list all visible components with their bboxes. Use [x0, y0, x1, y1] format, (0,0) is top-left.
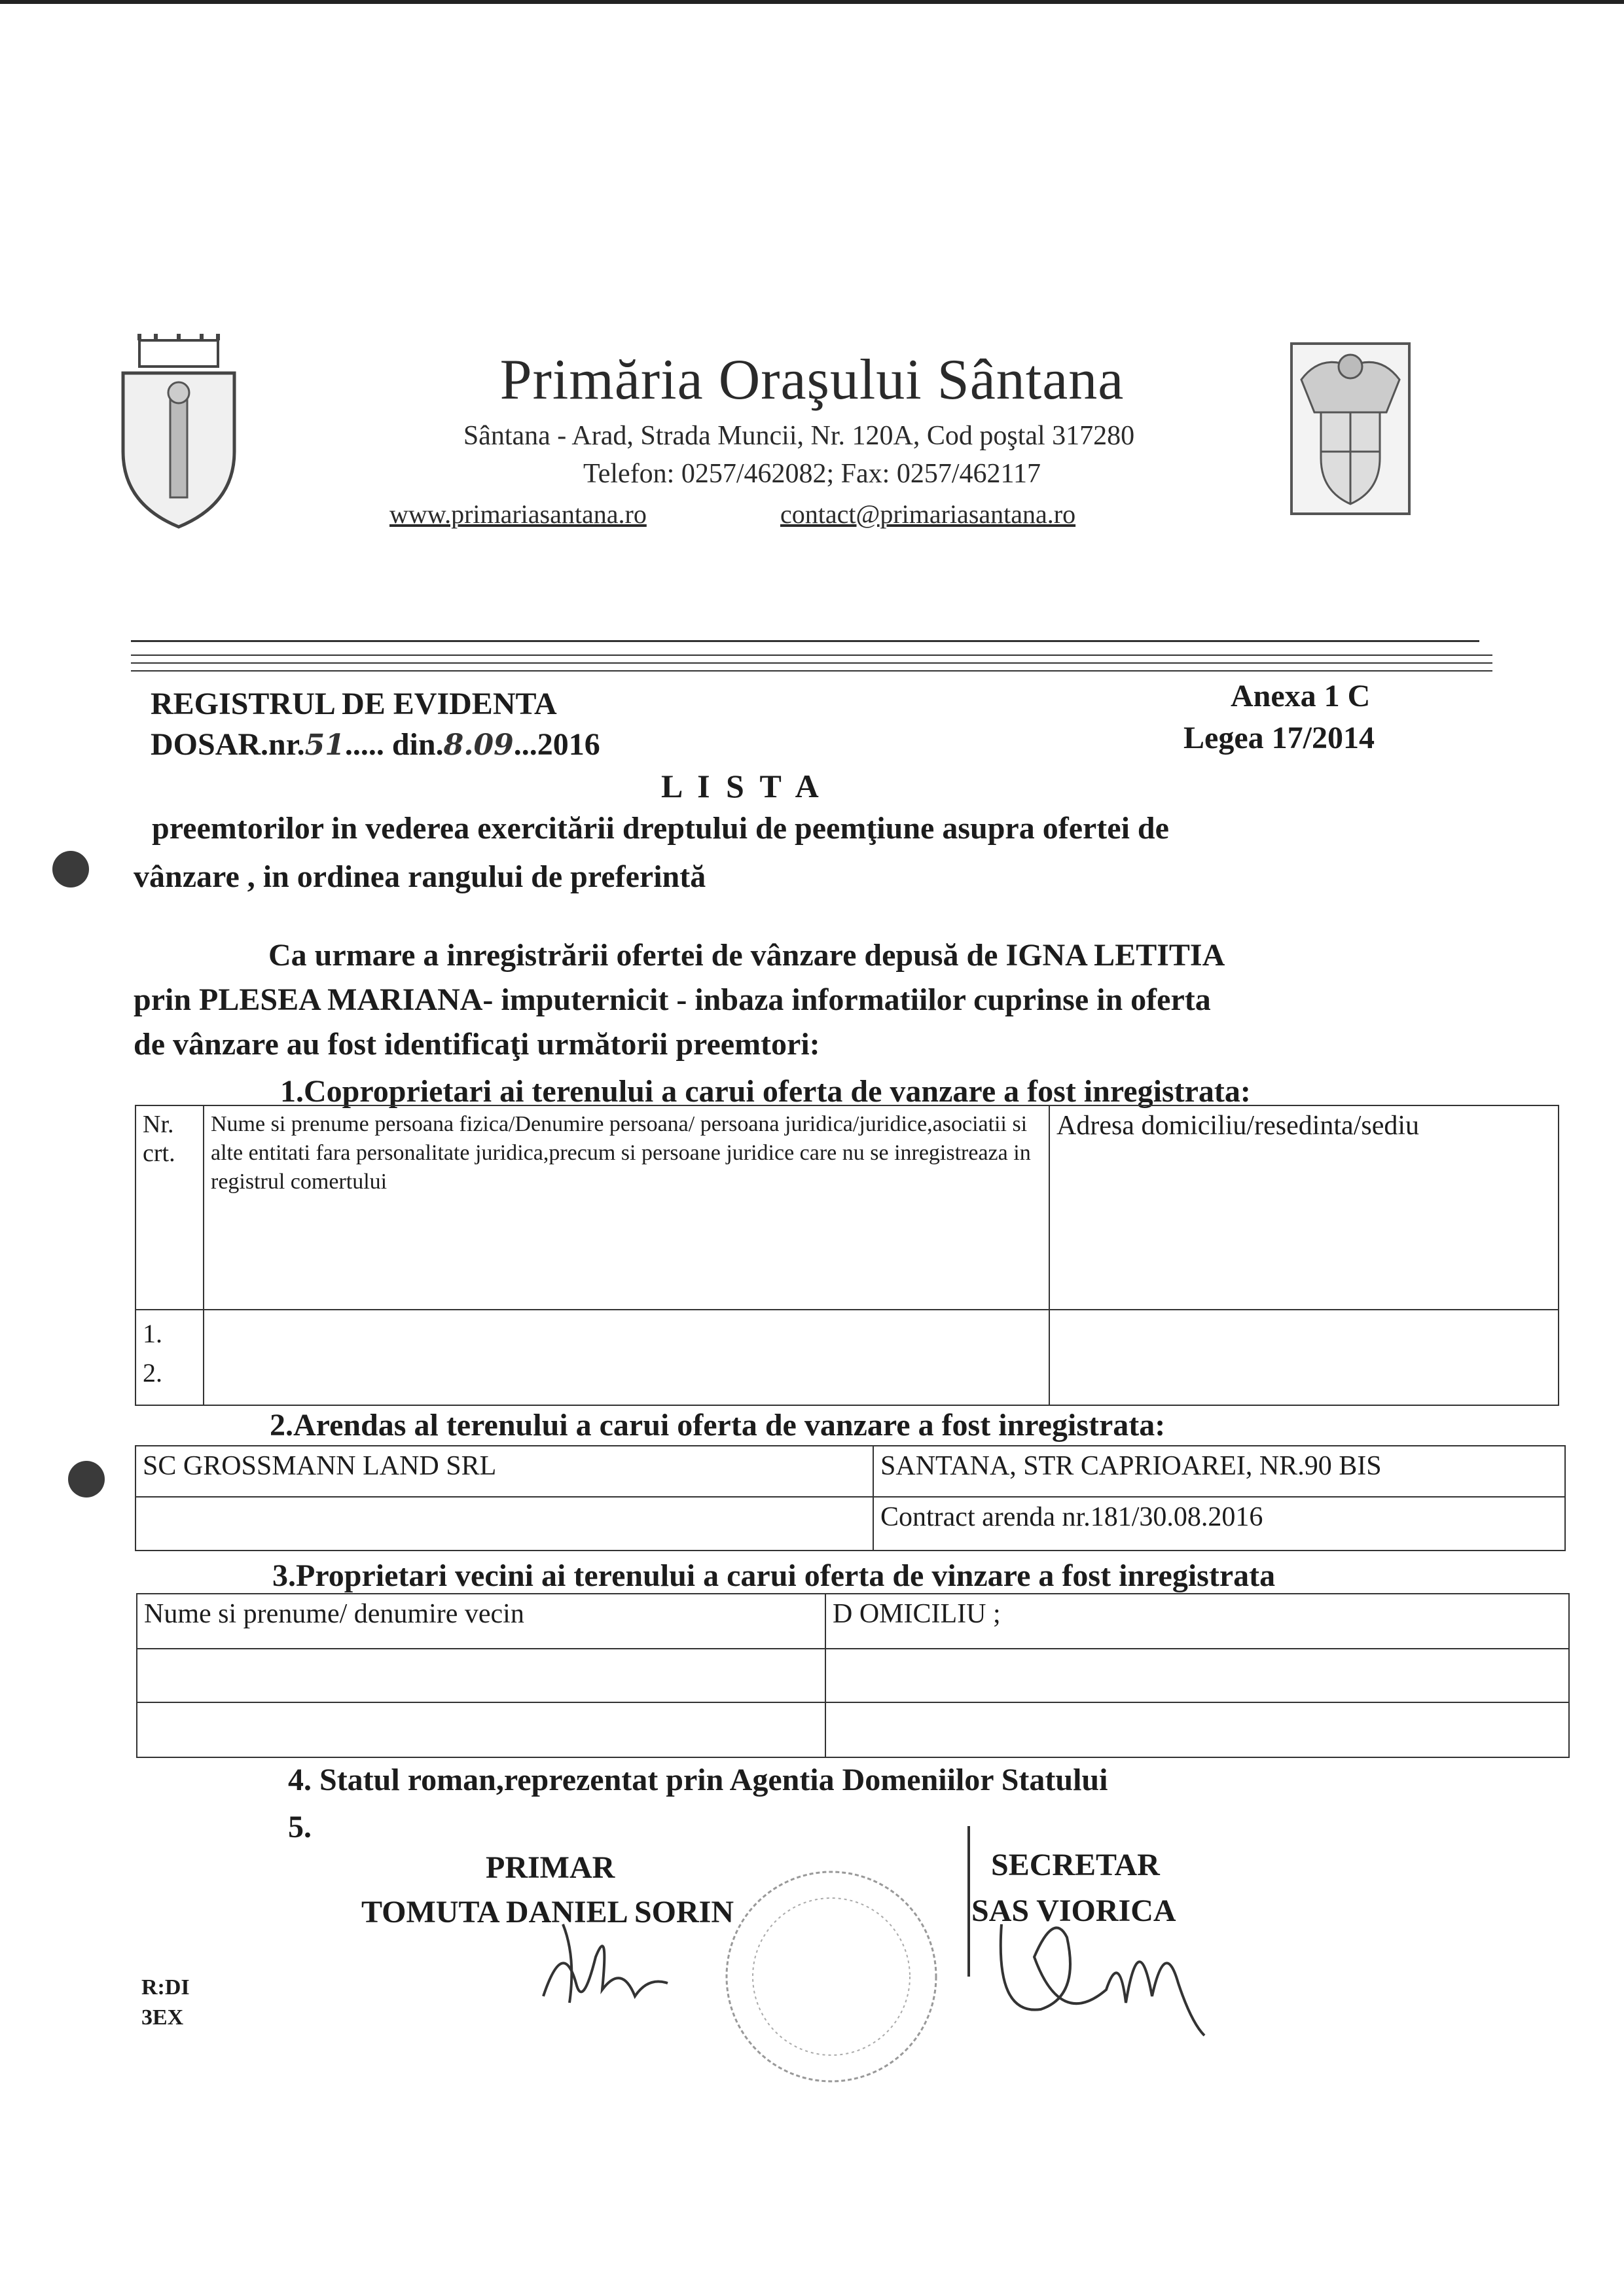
annex-label: Anexa 1 C — [1231, 679, 1371, 713]
mayor-title: PRIMAR — [486, 1850, 615, 1885]
empty-cell — [825, 1702, 1569, 1757]
row-number: 2. — [143, 1358, 162, 1388]
copies-count: 3EX — [141, 2005, 184, 2030]
header-separator-double — [131, 670, 1492, 672]
empty-cell — [137, 1702, 825, 1757]
lease-contract: Contract arenda nr.181/30.08.2016 — [873, 1497, 1565, 1551]
mayor-name: TOMUTA DANIEL SORIN — [361, 1895, 734, 1929]
section3-heading: 3.Proprietari vecini ai terenului a carui oferta de vinzare a fost inregistrata — [272, 1558, 1276, 1593]
col-header-neighbor-name: Nume si prenume/ denumire vecin — [137, 1594, 825, 1649]
empty-cell — [825, 1649, 1569, 1702]
scan-top-border — [0, 0, 1624, 4]
empty-cell — [135, 1497, 873, 1551]
punch-hole — [68, 1461, 105, 1498]
institution-address: Sântana - Arad, Strada Muncii, Nr. 120A, Cod poştal 317280 — [463, 421, 1135, 451]
section1-heading: 1.Coproprietari ai terenului a carui oferta de vanzare a fost inregistrata: — [280, 1074, 1251, 1109]
reference-code: R:DI — [141, 1975, 190, 2000]
col-header-address: Adresa domiciliu/resedinta/sediu — [1049, 1105, 1559, 1310]
empty-cell — [1049, 1310, 1559, 1405]
section4-text: 4. Statul roman,reprezentat prin Agentia Domeniilor Statului — [288, 1763, 1108, 1797]
email-link[interactable]: contact@primariasantana.ro — [780, 499, 1076, 529]
empty-cell — [204, 1310, 1049, 1405]
secretary-signature — [982, 1898, 1218, 2049]
list-subtitle-line1: preemtorilor in vederea exercitării dreptului de peemţiune asupra ofertei de — [152, 811, 1169, 846]
coowners-table — [135, 1105, 1559, 1406]
tenant-address: SANTANA, STR CAPRIOAREI, NR.90 BIS — [873, 1446, 1565, 1497]
dosar-line: DOSAR.nr.51..... din.8.09...2016 — [151, 727, 600, 762]
col-header-domicile: D OMICILIU ; — [825, 1594, 1569, 1649]
din-label: din. — [391, 727, 444, 762]
table-row-numbers — [135, 1310, 204, 1405]
official-stamp — [713, 1859, 949, 2094]
intro-line1: Ca urmare a inregistrării ofertei de vânzare depusă de IGNA LETITIA — [268, 938, 1225, 973]
col-header-nr: Nr. crt. — [135, 1105, 204, 1310]
section5-text: 5. — [288, 1810, 312, 1844]
registry-title: REGISTRUL DE EVIDENTA — [151, 687, 557, 721]
intro-line2: prin PLESEA MARIANA- imputernicit - inbaza informatiilor cuprinse in oferta — [134, 982, 1211, 1017]
list-title: L I S T A — [661, 768, 823, 804]
institution-title: Primăria Oraşului Sântana — [499, 348, 1125, 412]
header-separator — [131, 640, 1479, 642]
secretary-name: SAS VIORICA — [971, 1893, 1176, 1928]
header-separator-double — [131, 662, 1492, 664]
signature-divider — [967, 1826, 970, 1977]
year: ...2016 — [513, 727, 600, 762]
institution-phone-fax: Telefon: 0257/462082; Fax: 0257/462117 — [583, 459, 1041, 489]
neighbors-table — [136, 1593, 1570, 1758]
din-date: 8.09 — [443, 728, 514, 762]
tenant-name: SC GROSSMANN LAND SRL — [135, 1446, 873, 1497]
secretary-title: SECRETAR — [991, 1848, 1160, 1882]
mayor-signature — [524, 1898, 694, 2022]
law-label: Legea 17/2014 — [1183, 721, 1375, 755]
row-number: 1. — [143, 1319, 162, 1348]
section2-heading: 2.Arendas al terenului a carui oferta de vanzare a fost inregistrata: — [270, 1408, 1166, 1443]
dosar-number: 51 — [304, 728, 345, 762]
col-header-name: Nume si prenume persoana fizica/Denumire persoana/ persoana juridica/juridice,asociatii si alte entitati fara personalitate juridica,precum si persoane juridice care nu se inregistreaza in registrul comertului — [204, 1105, 1049, 1310]
list-subtitle-line2: vânzare , in ordinea rangului de preferintă — [134, 859, 706, 894]
empty-cell — [137, 1649, 825, 1702]
punch-hole — [52, 851, 89, 888]
intro-line3: de vânzare au fost identificaţi următorii preemtori: — [134, 1027, 820, 1062]
tenant-table — [135, 1445, 1566, 1551]
dosar-label: DOSAR.nr. — [151, 727, 305, 762]
website-link[interactable]: www.primariasantana.ro — [389, 499, 647, 529]
header-separator-double — [131, 655, 1492, 656]
